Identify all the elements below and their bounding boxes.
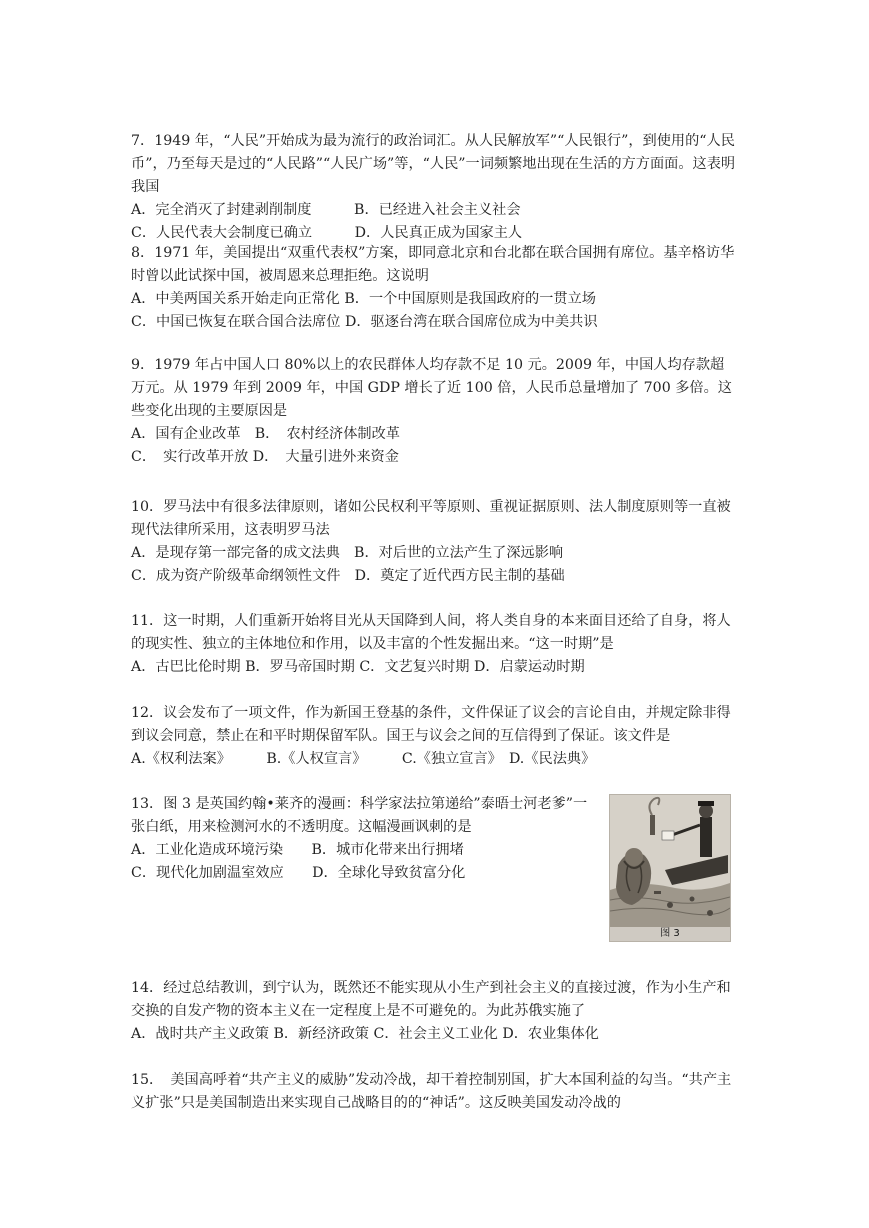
question-14 <box>131 977 737 1046</box>
option-row: A．战时共产主义政策 B．新经济政策 C．社会主义工业化 D．农业集体化 <box>131 1026 599 1042</box>
option-row: C．成为资产阶级革命纲领性文件 D．奠定了近代西方民主制的基础 <box>131 568 565 584</box>
question-15 <box>131 1069 737 1115</box>
question-7 <box>131 130 737 245</box>
option-row: A．是现存第一部完备的成文法典 B．对后世的立法产生了深远影响 <box>131 545 564 561</box>
question-stem: 12．议会发布了一项文件，作为新国王登基的条件，文件保证了议会的言论自由，并规定除非得到议会同意，禁止在和平时期保留军队。国王与议会之间的互信得到了保证。该文件是 <box>131 705 731 744</box>
question-8 <box>131 242 737 334</box>
option-row: C．人民代表大会制度已确立 D．人民真正成为国家主人 <box>131 225 523 241</box>
question-10 <box>131 496 737 588</box>
option-row: A．国有企业改革 B． 农村经济体制改革 <box>131 426 400 442</box>
question-11 <box>131 610 737 679</box>
option-row: A．工业化造成环境污染 B．城市化带来出行拥堵 <box>131 842 464 858</box>
figure-3-cartoon <box>609 794 731 942</box>
question-stem: 11．这一时期，人们重新开始将目光从天国降到人间，将人类自身的本来面目还给了自身，将人的现实性、独立的主体地位和作用，以及丰富的个性发掘出来。“这一时期”是 <box>131 613 731 652</box>
option-row: C．中国已恢复在联合国合法席位 D．驱逐台湾在联合国席位成为中美共识 <box>131 314 598 330</box>
question-stem: 10．罗马法中有很多法律原则，诸如公民权利平等原则、重视证据原则、法人制度原则等一直被现代法律所采用，这表明罗马法 <box>131 499 731 538</box>
question-stem: 7．1949 年，“人民”开始成为最为流行的政治词汇。从人民解放军”“人民银行”，到使用的“人民币”，乃至每天是过的“人民路”“人民广场”等，“人民”一词频繁地出现在生活的方方面面。这表明我国 <box>131 133 736 195</box>
question-stem: 13．图 3 是英国约翰•莱齐的漫画：科学家法拉第递给”泰晤士河老爹”一张白纸，用来检测河水的不透明度。这幅漫画讽刺的是 <box>131 796 588 835</box>
option-row: A．古巴比伦时期 B．罗马帝国时期 C．文艺复兴时期 D．启蒙运动时期 <box>131 659 585 675</box>
option-row: C．现代化加剧温室效应 D．全球化导致贫富分化 <box>131 865 466 881</box>
question-stem: 9．1979 年占中国人口 80%以上的农民群体人均存款不足 10 元。2009 年，中国人均存款超万元。从 1979 年到 2009 年，中国 GDP 增长了近 100 倍，人民币总量增加了 700 多倍。这些变化出现的主要原因是 <box>131 357 732 419</box>
option-row: A．中美两国关系开始走向正常化 B．一个中国原则是我国政府的一贯立场 <box>131 291 596 307</box>
cartoon-illustration-icon <box>610 795 730 927</box>
question-stem: 8．1971 年，美国提出“双重代表权”方案，即同意北京和台北都在联合国拥有席位。基辛格访华时曾以此试探中国，被周恩来总理拒绝。这说明 <box>131 245 735 284</box>
option-row: A．完全消灭了封建剥削制度 B．已经进入社会主义社会 <box>131 202 521 218</box>
question-13 <box>131 793 591 885</box>
option-row: A.《权利法案》 B.《人权宣言》 C.《独立宣言》 D.《民法典》 <box>131 751 596 767</box>
figure-caption: 图 3 <box>660 928 680 939</box>
question-12 <box>131 702 737 771</box>
option-row: C． 实行改革开放 D． 大量引进外来资金 <box>131 449 399 465</box>
question-stem: 15． 美国高呼着“共产主义的威胁”发动冷战，却干着控制别国，扩大本国利益的勾当。“共产主义扩张”只是美国制造出来实现自己战略目的的“神话”。这反映美国发动冷战的 <box>131 1072 732 1111</box>
question-9 <box>131 354 737 469</box>
question-stem: 14．经过总结教训，到宁认为，既然还不能实现从小生产到社会主义的直接过渡，作为小生产和交换的自发产物的资本主义在一定程度上是不可避免的。为此苏俄实施了 <box>131 980 731 1019</box>
